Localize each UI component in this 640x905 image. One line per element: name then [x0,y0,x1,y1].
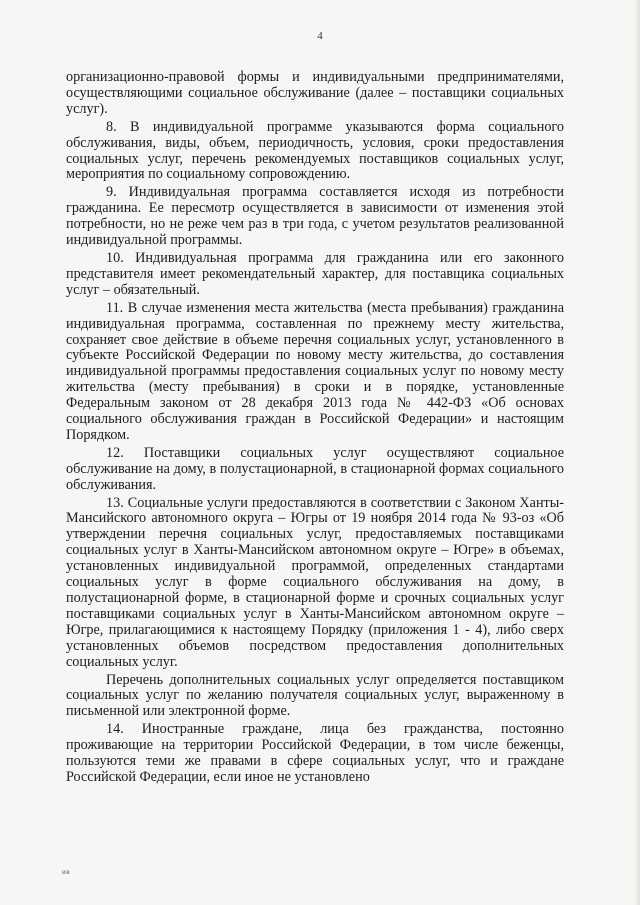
paragraph-continuation: организационно-правовой формы и индивидуальными предпринимателями, осуществляющими социальное обслуживание (далее – поставщики социальных услуг). [66,69,564,117]
paragraph-13: 13. Социальные услуги предоставляются в соответствии с Законом Ханты-Мансийского автономного округа – Югры от 19 ноября 2014 года № 93-оз «Об утверждении перечня социальных услуг, предоставляемых поставщиками социальных услуг в Ханты-Мансийском автономном округе – Югре» в объемах, установленных индивидуальной программой, определенных стандартами социальных услуг в форме социального обслуживания на дому, в полустационарной форме, в стационарной форме и срочных социальных услуг поставщиками социальных услуг в Ханты-Мансийском автономном округе – Югре, прилагающимися к настоящему Порядку (приложения 1 - 4), либо сверх установленных объемов посредством предоставления дополнительных социальных услуг. [66,494,564,670]
paragraph-14: 14. Иностранные граждане, лица без гражданства, постоянно проживающие на территории Российской Федерации, в том числе беженцы, пользуются теми же правами в сфере социальных услуг, что и граждане Российской Федерации, если иное не установлено [66,721,564,785]
page-number: 4 [317,30,323,42]
footer-mark: ив [62,868,71,876]
paragraph-10: 10. Индивидуальная программа для гражданина или его законного представителя имеет рекомендательный характер, для поставщика социальных услуг – обязательный. [66,249,564,298]
paragraph-11: 11. В случае изменения места жительства (места пребывания) гражданина индивидуальная программа, составленная по прежнему месту жительства, сохраняет свое действие в объеме перечня социальных услуг, установленного в субъекте Российской Федерации по новому месту жительства, до составления индивидуальной программы предоставления социальных услуг по новому месту жительства (месту пребывания) в сроки и в порядке, установленные Федеральным законом от 28 декабря 2013 года № 442-ФЗ «Об основах социального обслуживания граждан в Российской Федерации» и настоящим Порядком. [66,299,564,443]
paragraph-12: 12. Поставщики социальных услуг осуществляют социальное обслуживание на дому, в полустационарной, в стационарной формах социального обслуживания. [66,444,564,493]
document-body [66,70,564,788]
scan-edge-shadow [634,0,640,905]
paragraph-9: 9. Индивидуальная программа составляется исходя из потребности гражданина. Ее пересмотр осуществляется в зависимости от изменения этой потребности, но не реже чем раз в три года, с учетом результатов реализованной индивидуальной программы. [66,184,564,249]
paragraph-8: 8. В индивидуальной программе указываются форма социального обслуживания, виды, объем, периодичность, условия, сроки предоставления социальных услуг, перечень рекомендуемых поставщиков социальных услуг, мероприятия по социальному сопровождению. [66,118,564,183]
paragraph-additional-services: Перечень дополнительных социальных услуг определяется поставщиком социальных услуг по желанию получателя социальных услуг, выраженному в письменной или электронной форме. [66,671,564,720]
